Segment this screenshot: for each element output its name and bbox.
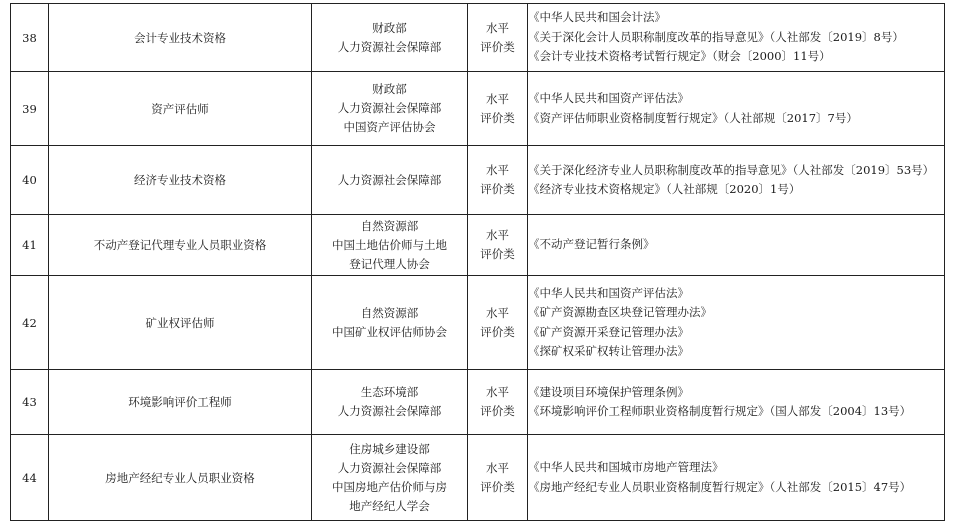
- table-row: [11, 370, 945, 435]
- department: 登记代理人协会: [349, 256, 430, 271]
- row-number: 42: [11, 276, 49, 370]
- legal-basis: [528, 370, 945, 435]
- law-item: 《环境影响评价工程师职业资格制度暂行规定》（国人部发〔2004〕13号）: [528, 404, 912, 418]
- implementing-departments: [312, 146, 468, 215]
- row-number: 41: [11, 215, 49, 276]
- department: 财政部: [372, 82, 407, 96]
- law-item: 《矿产资源勘查区块登记管理办法》: [528, 305, 712, 319]
- department: 人力资源社会保障部: [337, 172, 442, 187]
- type-line: 评价类: [480, 324, 515, 339]
- table-row: [11, 4, 945, 72]
- type-line: 水平: [486, 305, 509, 320]
- department: 人力资源社会保障部: [337, 39, 442, 54]
- implementing-departments: [312, 435, 468, 521]
- type-line: 水平: [486, 20, 509, 35]
- qualification-name: 矿业权评估师: [49, 276, 312, 370]
- department: 中国房地产估价师与房: [332, 479, 447, 494]
- row-number: 38: [11, 4, 49, 72]
- law-item: 《资产评估师职业资格制度暂行规定》（人社部规〔2017〕7号）: [528, 110, 858, 125]
- department: 人力资源社会保障部: [337, 101, 442, 115]
- type-line: 水平: [486, 385, 509, 399]
- law-item: 《中华人民共和国会计法》: [528, 10, 666, 25]
- qualification-table: [10, 3, 945, 521]
- table-row: [11, 215, 945, 276]
- department: 中国矿业权评估师协会: [332, 324, 447, 339]
- implementing-departments: [312, 72, 468, 146]
- table-row: [11, 72, 945, 146]
- qualification-type: [468, 4, 528, 72]
- qualification-type: [468, 72, 528, 146]
- implementing-departments: [312, 215, 468, 276]
- row-number: 40: [11, 146, 49, 215]
- qualification-name: 资产评估师: [49, 72, 312, 146]
- qualification-name: 环境影响评价工程师: [49, 370, 312, 435]
- department: 住房城乡建设部: [349, 441, 430, 456]
- row-number: 39: [11, 72, 49, 146]
- table-body: [11, 4, 945, 521]
- legal-basis: [528, 435, 945, 521]
- table-row: [11, 435, 945, 521]
- type-line: 评价类: [480, 404, 515, 418]
- law-item: 《经济专业技术资格规定》（人社部规〔2020〕1号）: [528, 182, 801, 196]
- law-item: 《中华人民共和国资产评估法》: [528, 285, 689, 300]
- department: 生态环境部: [360, 385, 419, 399]
- law-item: 《建设项目环境保护管理条例》: [528, 384, 689, 399]
- law-item: 《关于深化会计人员职称制度改革的指导意见》（人社部发〔2019〕8号）: [528, 29, 904, 44]
- legal-basis: [528, 215, 945, 276]
- table-row: [11, 146, 945, 215]
- qualification-name: 房地产经纪专业人员职业资格: [49, 435, 312, 521]
- law-item: 《关于深化经济专业人员职称制度改革的指导意见》（人社部发〔2019〕53号）: [528, 162, 935, 177]
- department: 财政部: [372, 20, 407, 35]
- department: 中国资产评估协会: [343, 120, 436, 134]
- department: 人力资源社会保障部: [337, 460, 442, 475]
- department: 自然资源部: [360, 218, 419, 233]
- law-item: 《会计专业技术资格考试暂行规定》（财会〔2000〕11号）: [528, 49, 831, 64]
- type-line: 评价类: [480, 479, 515, 494]
- law-item: 《矿产资源开采登记管理办法》: [528, 324, 689, 339]
- implementing-departments: [312, 276, 468, 370]
- qualification-name: 会计专业技术资格: [49, 4, 312, 72]
- legal-basis: [528, 276, 945, 370]
- department: 中国土地估价师与土地: [332, 237, 447, 252]
- type-line: 水平: [486, 91, 509, 106]
- qualification-name: 不动产登记代理专业人员职业资格: [49, 215, 312, 276]
- qualification-type: [468, 370, 528, 435]
- type-line: 评价类: [480, 110, 515, 125]
- implementing-departments: [312, 370, 468, 435]
- row-number: 43: [11, 370, 49, 435]
- legal-basis: [528, 146, 945, 215]
- type-line: 水平: [486, 163, 509, 177]
- type-line: 评价类: [480, 182, 515, 196]
- qualification-type: [468, 215, 528, 276]
- law-item: 《探矿权采矿权转让管理办法》: [528, 344, 689, 358]
- qualification-type: [468, 435, 528, 521]
- type-line: 评价类: [480, 247, 515, 261]
- department: 人力资源社会保障部: [337, 404, 442, 418]
- type-line: 评价类: [480, 39, 515, 54]
- department: 自然资源部: [360, 305, 419, 320]
- qualification-name: 经济专业技术资格: [49, 146, 312, 215]
- type-line: 水平: [486, 228, 509, 242]
- implementing-departments: [312, 4, 468, 72]
- department: 地产经纪人学会: [349, 498, 430, 513]
- law-item: 《房地产经纪专业人员职业资格制度暂行规定》（人社部发〔2015〕47号）: [528, 479, 912, 494]
- table-row: [11, 276, 945, 370]
- law-item: 《中华人民共和国城市房地产管理法》: [528, 460, 724, 474]
- law-item: 《不动产登记暂行条例》: [528, 237, 655, 252]
- legal-basis: [528, 4, 945, 72]
- legal-basis: [528, 72, 945, 146]
- qualification-type: [468, 276, 528, 370]
- type-line: 水平: [486, 460, 509, 475]
- law-item: 《中华人民共和国资产评估法》: [528, 91, 689, 105]
- row-number: 44: [11, 435, 49, 521]
- qualification-type: [468, 146, 528, 215]
